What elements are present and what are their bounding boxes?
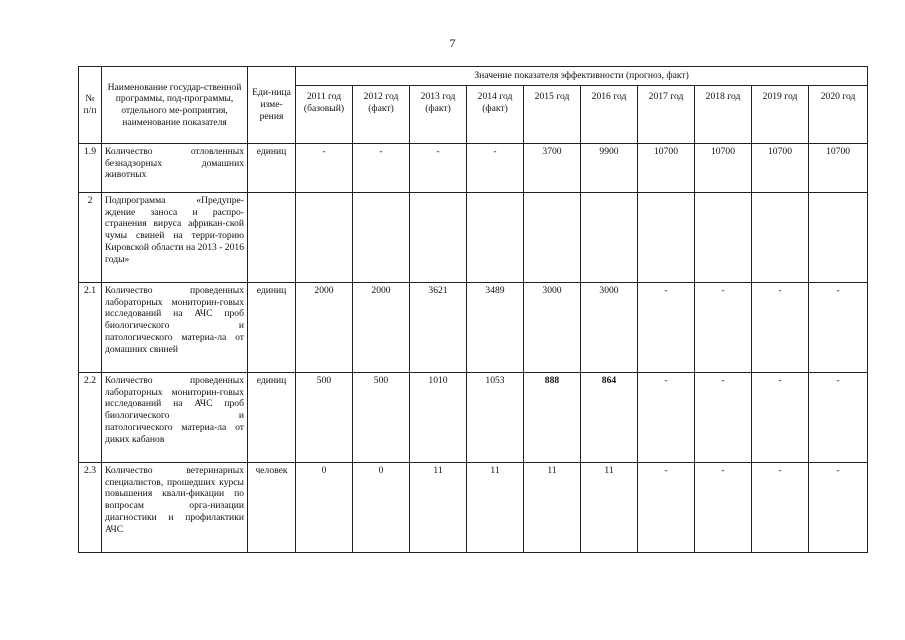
row-value: 500 xyxy=(296,373,353,463)
row-value: 3000 xyxy=(524,283,581,373)
row-value: - xyxy=(695,283,752,373)
row-value: 11 xyxy=(524,463,581,553)
row-value: - xyxy=(752,373,809,463)
row-value: 1053 xyxy=(467,373,524,463)
header-num: № п/п xyxy=(79,67,102,144)
row-num: 1.9 xyxy=(79,144,102,193)
header-year: 2015 год xyxy=(524,86,581,144)
row-name: Подпрограмма «Предупре-ждение заноса и распро-странения вируса африкан-ской чумы свиней на терри-торию Кировской области на 2013 - 2016 годы» xyxy=(102,193,248,283)
row-value: 10700 xyxy=(809,144,868,193)
row-value xyxy=(752,193,809,283)
row-value: 11 xyxy=(581,463,638,553)
row-num: 2.3 xyxy=(79,463,102,553)
row-num: 2.1 xyxy=(79,283,102,373)
row-value: 10700 xyxy=(638,144,695,193)
row-value xyxy=(410,193,467,283)
header-year: 2011 год (базовый) xyxy=(296,86,353,144)
row-value: 864 xyxy=(581,373,638,463)
row-value: - xyxy=(695,463,752,553)
row-value: - xyxy=(695,373,752,463)
row-value: - xyxy=(638,373,695,463)
table-row xyxy=(79,463,868,553)
row-value: 3700 xyxy=(524,144,581,193)
row-num: 2.2 xyxy=(79,373,102,463)
row-value: 11 xyxy=(467,463,524,553)
row-value: - xyxy=(809,373,868,463)
row-value xyxy=(638,193,695,283)
row-name: Количество проведенных лабораторных мониторин-говых исследований на АЧС проб биологического и патологического материа-ла от диких кабанов xyxy=(102,373,248,463)
row-value xyxy=(467,193,524,283)
row-value: - xyxy=(353,144,410,193)
header-year: 2017 год xyxy=(638,86,695,144)
row-num: 2 xyxy=(79,193,102,283)
row-value: 10700 xyxy=(752,144,809,193)
row-value: 2000 xyxy=(296,283,353,373)
row-value xyxy=(581,193,638,283)
row-value xyxy=(524,193,581,283)
row-unit: человек xyxy=(248,463,296,553)
row-value: 500 xyxy=(353,373,410,463)
row-name: Количество проведенных лабораторных мониторин-говых исследований на АЧС проб биологического и патологического материа-ла от домашних свиней xyxy=(102,283,248,373)
row-unit xyxy=(248,193,296,283)
row-value: - xyxy=(809,283,868,373)
header-year: 2018 год xyxy=(695,86,752,144)
row-value: - xyxy=(809,463,868,553)
row-value: - xyxy=(410,144,467,193)
row-name: Количество ветеринарных специалистов, прошедших курсы повышения квали-фикации по вопросам орга-низации диагностики и профилактики АЧС xyxy=(102,463,248,553)
row-value: - xyxy=(752,283,809,373)
row-value: - xyxy=(467,144,524,193)
performance-indicators-table xyxy=(78,66,868,553)
row-name: Количество отловленных безнадзорных домашних животных xyxy=(102,144,248,193)
header-year: 2020 год xyxy=(809,86,868,144)
header-year: 2013 год (факт) xyxy=(410,86,467,144)
header-year: 2014 год (факт) xyxy=(467,86,524,144)
row-value: 0 xyxy=(296,463,353,553)
header-group-title: Значение показателя эффективности (прогноз, факт) xyxy=(296,67,868,86)
table-row xyxy=(79,373,868,463)
row-value: 3621 xyxy=(410,283,467,373)
row-value xyxy=(353,193,410,283)
row-unit: единиц xyxy=(248,283,296,373)
row-unit: единиц xyxy=(248,373,296,463)
row-value: 888 xyxy=(524,373,581,463)
table-row xyxy=(79,144,868,193)
header-unit: Еди-ница изме-рения xyxy=(248,67,296,144)
row-value xyxy=(296,193,353,283)
row-value xyxy=(695,193,752,283)
row-value: - xyxy=(638,463,695,553)
header-year: 2016 год xyxy=(581,86,638,144)
row-value: - xyxy=(752,463,809,553)
table-row xyxy=(79,283,868,373)
table-row xyxy=(79,193,868,283)
header-row-top xyxy=(79,67,868,86)
row-value: - xyxy=(638,283,695,373)
header-year: 2012 год (факт) xyxy=(353,86,410,144)
row-value: 10700 xyxy=(695,144,752,193)
row-unit: единиц xyxy=(248,144,296,193)
header-name: Наименование государ-ственной программы, под-программы, отдельного ме-роприятия, наименование показателя xyxy=(102,67,248,144)
row-value: 3489 xyxy=(467,283,524,373)
page-number: 7 xyxy=(449,36,456,50)
row-value: 9900 xyxy=(581,144,638,193)
row-value: 3000 xyxy=(581,283,638,373)
row-value: 11 xyxy=(410,463,467,553)
row-value xyxy=(809,193,868,283)
row-value: 2000 xyxy=(353,283,410,373)
row-value: 0 xyxy=(353,463,410,553)
row-value: 1010 xyxy=(410,373,467,463)
header-year: 2019 год xyxy=(752,86,809,144)
row-value: - xyxy=(296,144,353,193)
